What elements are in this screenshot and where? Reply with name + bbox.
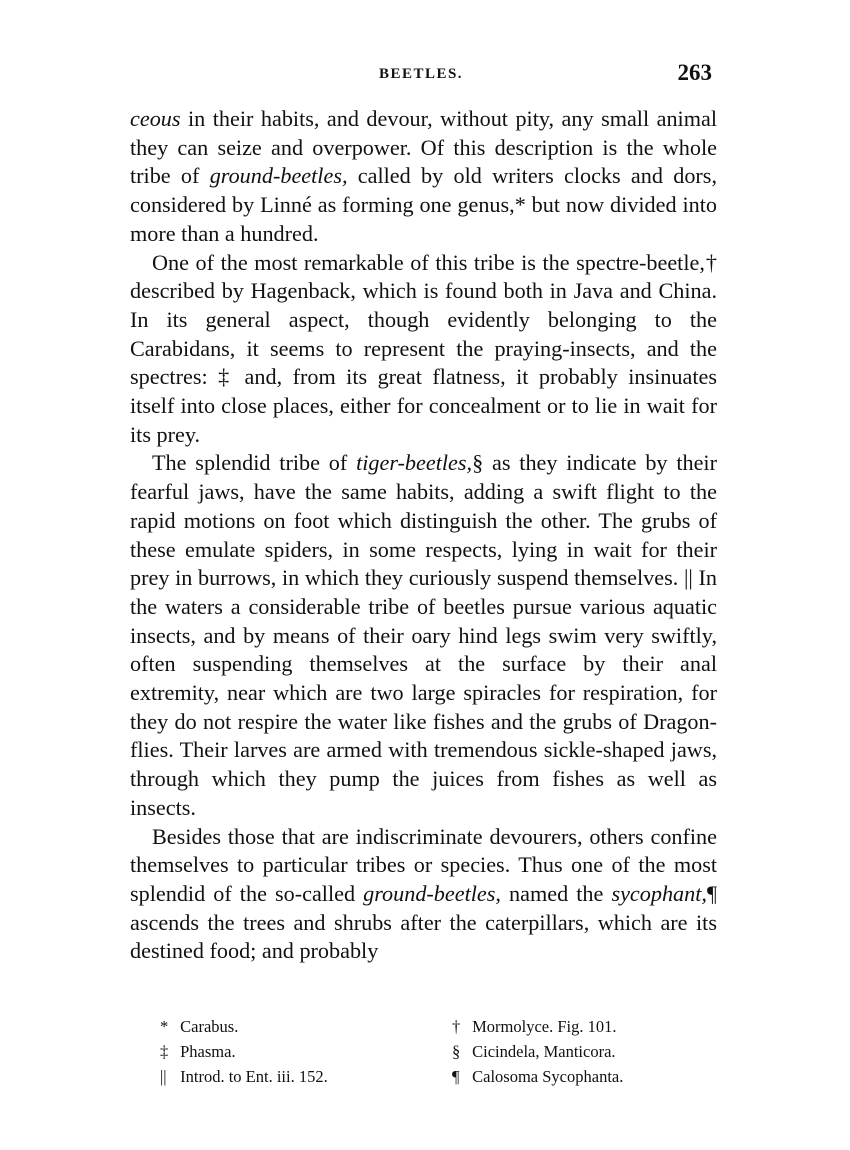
footnote	[452, 1039, 616, 1064]
footnote	[452, 1014, 617, 1039]
italic-term: sycophant,	[611, 880, 707, 906]
footnote-text: Phasma.	[180, 1042, 236, 1061]
body-text	[130, 105, 717, 966]
text-run: The splendid tribe of	[152, 450, 357, 476]
paragraph-2	[130, 249, 717, 450]
italic-term: ground-beetles,	[209, 163, 348, 189]
paragraph-3	[130, 449, 717, 822]
text-run: called by old writers clocks and dors, considered by Linné as forming one genus,* but now divided into more than a hundred.	[130, 163, 717, 246]
running-head	[130, 60, 712, 90]
footnote-mark: *	[160, 1017, 169, 1036]
footnote	[160, 1039, 236, 1064]
footnote-text: Introd. to Ent. iii. 152.	[180, 1067, 328, 1086]
text-run: in their habits, and devour, without pity, any small animal they can seize and overpower. Of this description is the whole tribe of	[130, 106, 717, 189]
italic-word: ceous	[130, 106, 181, 131]
footnote	[452, 1064, 623, 1089]
footnote-mark: ‡	[160, 1042, 169, 1061]
footnote-text: Mormolyce. Fig. 101.	[472, 1017, 617, 1036]
text-run: ¶ ascends the trees and shrubs after the caterpillars, which are its destined food; and probably	[130, 880, 718, 964]
text-run: named the	[500, 880, 612, 906]
footnote	[160, 1014, 238, 1039]
running-title: BEETLES.	[378, 66, 464, 82]
footnote-mark: §	[452, 1042, 461, 1061]
italic-term: ground-beetles,	[363, 880, 501, 906]
footnote-mark: ¶	[452, 1067, 460, 1086]
footnote-text: Calosoma Sycophanta.	[472, 1067, 624, 1086]
footnote-mark: †	[452, 1017, 461, 1036]
page-number: 263	[677, 60, 712, 85]
footnote	[160, 1064, 328, 1089]
text-run: One of the most remarkable of this tribe is the spectre-beetle,† described by Hagenback, which is found both in Java and China. In its general aspect, though evidently belonging to the Carabidans, it seems to represent the praying-insects, and the spectres: ‡ and, from its great flatness, it probably insinuates itself into close places, either for concealment or to lie in wait for its prey.	[130, 249, 717, 447]
text-run: Besides those that are indiscriminate devourers, others confine themselves to particular tribes or species. Thus one of the most splendid of the so-called	[130, 823, 717, 906]
footnote-mark: ||	[160, 1067, 167, 1086]
paragraph-1	[130, 105, 717, 249]
paragraph-4	[130, 823, 717, 967]
italic-term: tiger-beetles,	[356, 450, 473, 476]
footnote-text: Cicindela, Manticora.	[472, 1042, 616, 1061]
text-run: § as they indicate by their fearful jaws, have the same habits, adding a swift flight to the rapid motions on foot which distinguish the other. The grubs of these emulate spiders, in some respects, lying in wait for their prey in burrows, in which they curiously suspend themselves. || In the waters a considerable tribe of beetles pursue various aquatic insects, and by means of their oary hind legs swim very swiftly, often suspending themselves at the surface by their anal extremity, near which are two large spiracles for respiration, for they do not respire the water like fishes and the grubs of Dragon-flies. Their larves are armed with tremendous sickle-shaped jaws, through which they pump the juices from fishes as well as insects.	[130, 450, 717, 820]
footnote-text: Carabus.	[180, 1017, 239, 1036]
